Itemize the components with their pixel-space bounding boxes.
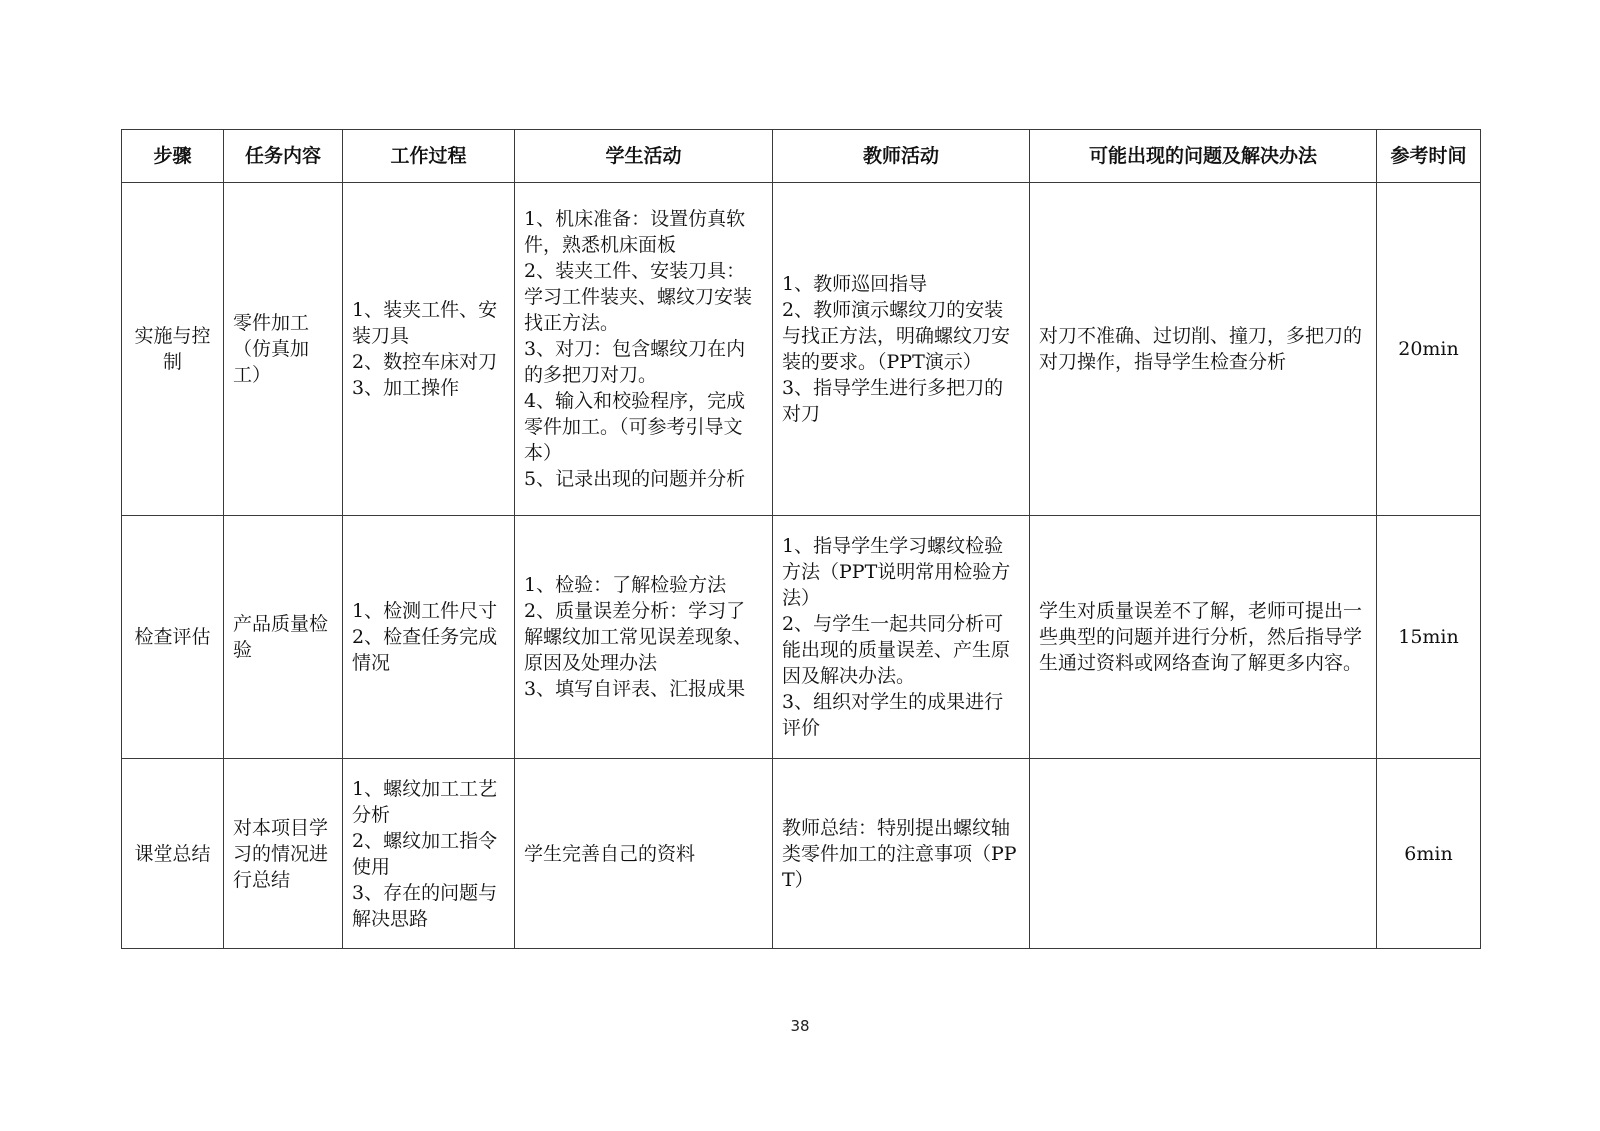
teacher-activity-item: 3、组织对学生的成果进行评价: [782, 691, 1004, 739]
process-item: 3、存在的问题与解决思路: [352, 881, 498, 930]
teacher-activity-item: 1、指导学生学习螺纹检验方法（PPT说明常用检验方法）: [782, 535, 1011, 609]
time-cell: 6min: [1377, 759, 1481, 949]
step-cell: 实施与控制: [122, 183, 224, 516]
header-task-content: 任务内容: [224, 130, 343, 183]
header-step: 步骤: [122, 130, 224, 183]
student-activity-item: 2、装夹工件、安装刀具：学习工件装夹、螺纹刀安装找正方法。: [524, 260, 753, 334]
teacher-activity-item: 教师总结：特别提出螺纹轴类零件加工的注意事项（PPT）: [782, 816, 1017, 891]
header-teacher-activity: 教师活动: [773, 130, 1030, 183]
teacher-activity-cell: [773, 759, 1030, 949]
table-row: [122, 516, 1481, 759]
header-work-process: 工作过程: [343, 130, 515, 183]
student-activity-item: 3、对刀：包含螺纹刀在内的多把刀对刀。: [524, 338, 746, 386]
table-header-row: [122, 130, 1481, 183]
student-activity-item: 1、检验：了解检验方法: [524, 574, 727, 596]
process-item: 3、加工操作: [352, 377, 460, 399]
student-activity-cell: [515, 759, 773, 949]
table-row: [122, 183, 1481, 516]
process-item: 1、装夹工件、安装刀具: [352, 299, 498, 347]
student-activity-cell: [515, 183, 773, 516]
process-item: 2、检查任务完成情况: [352, 626, 498, 674]
student-activity-item: 4、输入和校验程序，完成零件加工。（可参考引导文本）: [524, 390, 746, 464]
teacher-activity-cell: [773, 183, 1030, 516]
teacher-activity-cell: [773, 516, 1030, 759]
problem-cell: [1030, 759, 1377, 949]
step-cell: 检查评估: [122, 516, 224, 759]
teacher-activity-item: 3、指导学生进行多把刀的对刀: [782, 377, 1004, 425]
process-cell: [343, 759, 515, 949]
process-cell: [343, 183, 515, 516]
teacher-activity-item: 2、与学生一起共同分析可能出现的质量误差、产生原因及解决办法。: [782, 613, 1011, 687]
problem-cell: 对刀不准确、过切削、撞刀，多把刀的对刀操作，指导学生检查分析: [1030, 183, 1377, 516]
header-problems-solutions: 可能出现的问题及解决办法: [1030, 130, 1377, 183]
task-cell: 对本项目学习的情况进行总结: [224, 759, 343, 949]
table-row: [122, 759, 1481, 949]
task-cell: 零件加工（仿真加工）: [224, 183, 343, 516]
header-student-activity: 学生活动: [515, 130, 773, 183]
student-activity-item: 5、记录出现的问题并分析: [524, 468, 746, 490]
student-activity-cell: [515, 516, 773, 759]
problem-cell: 学生对质量误差不了解，老师可提出一些典型的问题并进行分析，然后指导学生通过资料或网络查询了解更多内容。: [1030, 516, 1377, 759]
process-cell: [343, 516, 515, 759]
lesson-plan-table: [121, 129, 1481, 949]
student-activity-item: 学生完善自己的资料: [524, 842, 696, 865]
teacher-activity-item: 1、教师巡回指导: [782, 273, 928, 295]
teacher-activity-item: 2、教师演示螺纹刀的安装与找正方法，明确螺纹刀安装的要求。（PPT演示）: [782, 299, 1011, 373]
page-number: 38: [790, 1017, 810, 1035]
student-activity-item: 2、质量误差分析：学习了解螺纹加工常见误差现象、原因及处理办法: [524, 600, 753, 674]
task-cell: 产品质量检验: [224, 516, 343, 759]
process-item: 1、螺纹加工工艺分析: [352, 777, 498, 826]
process-item: 2、数控车床对刀: [352, 351, 498, 373]
process-item: 2、螺纹加工指令使用: [352, 829, 498, 878]
step-cell: 课堂总结: [122, 759, 224, 949]
student-activity-item: 1、机床准备：设置仿真软件，熟悉机床面板: [524, 208, 746, 256]
header-reference-time: 参考时间: [1377, 130, 1481, 183]
student-activity-item: 3、填写自评表、汇报成果: [524, 678, 746, 700]
process-item: 1、检测工件尺寸: [352, 600, 498, 622]
time-cell: 15min: [1377, 516, 1481, 759]
time-cell: 20min: [1377, 183, 1481, 516]
